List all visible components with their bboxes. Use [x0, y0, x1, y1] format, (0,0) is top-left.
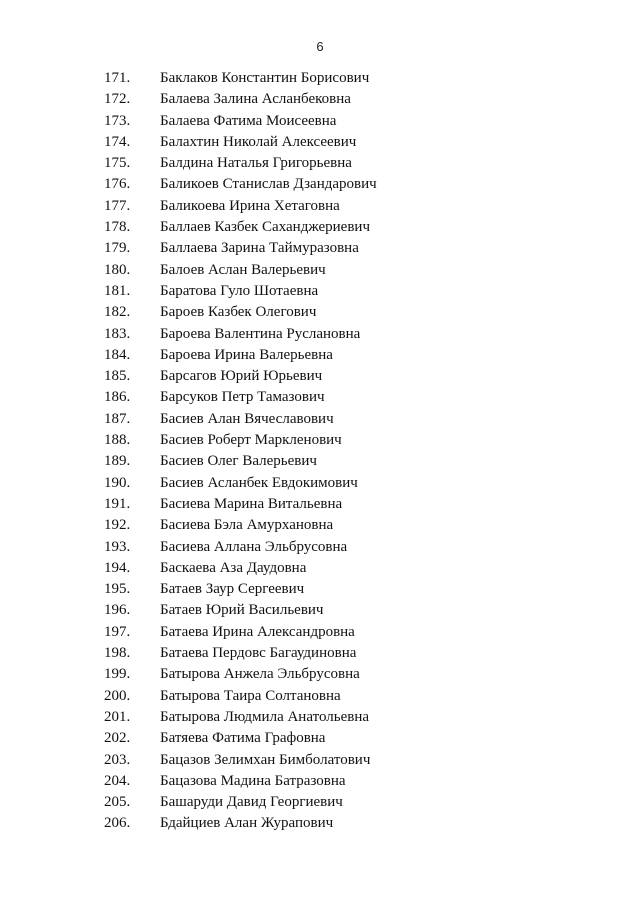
list-item	[0, 451, 640, 472]
list-item-name: Басиев Роберт Маркленович	[160, 432, 342, 449]
list-item	[0, 664, 640, 685]
list-item-name: Батаева Ирина Александровна	[160, 623, 355, 640]
list-item	[0, 579, 640, 600]
list-item	[0, 89, 640, 110]
list-item	[0, 771, 640, 792]
list-item-number: 171.	[104, 70, 131, 86]
list-item-number: 200.	[104, 687, 131, 704]
list-item-name: Бацазов Зелимхан Бимболатович	[160, 751, 371, 768]
list-item	[0, 622, 640, 643]
list-item-name: Басиева Аллана Эльбрусовна	[160, 538, 348, 555]
list-item-number: 181.	[104, 282, 131, 299]
list-item-name: Барсагов Юрий Юрьевич	[160, 368, 323, 385]
list-item	[0, 387, 640, 408]
list-item-number: 187.	[104, 410, 131, 427]
list-item-name: Баратова Гуло Шотаевна	[160, 282, 319, 299]
list-item-number: 199.	[104, 666, 131, 683]
list-item	[0, 750, 640, 771]
list-item	[0, 515, 640, 536]
list-item-number: 198.	[104, 645, 131, 662]
list-item-name: Барсуков Петр Тамазович	[160, 389, 325, 406]
list-item-number: 189.	[104, 453, 131, 470]
list-item-name: Балдина Наталья Григорьевна	[160, 155, 352, 172]
list-item-name: Бдайциев Алан Журапович	[160, 815, 334, 832]
list-item-name: Балахтин Николай Алексеевич	[160, 133, 357, 150]
list-item-number: 206.	[104, 815, 131, 832]
list-item	[0, 473, 640, 494]
list-item-number: 195.	[104, 581, 131, 598]
list-item-name: Баскаева Аза Даудовна	[160, 559, 307, 576]
list-item	[0, 366, 640, 387]
list-item-number: 202.	[104, 730, 131, 747]
list-item-name: Басиева Марина Витальевна	[160, 495, 343, 512]
list-item-number: 205.	[104, 794, 131, 811]
list-item-name: Батырова Таира Солтановна	[160, 687, 341, 704]
list-item-number: 176.	[104, 176, 131, 193]
list-item	[0, 153, 640, 174]
list-item-number: 201.	[104, 708, 131, 725]
list-item-name: Баликоев Станислав Дзандарович	[160, 176, 377, 193]
list-item-name: Балоев Аслан Валерьевич	[160, 261, 326, 278]
list-item-number: 179.	[104, 240, 131, 257]
list-item	[0, 813, 640, 834]
list-item	[0, 430, 640, 451]
list-item	[0, 643, 640, 664]
list-item-name: Баклаков Константин Борисович	[160, 70, 370, 86]
name-list	[0, 68, 640, 835]
list-item-number: 191.	[104, 495, 131, 512]
list-item-name: Басиев Асланбек Евдокимович	[160, 474, 358, 491]
list-item-name: Баллаева Зарина Таймуразовна	[160, 240, 359, 257]
list-item	[0, 494, 640, 515]
list-item	[0, 68, 640, 89]
list-item-number: 172.	[104, 91, 131, 108]
list-item-number: 184.	[104, 346, 131, 363]
list-item-name: Батаева Пердовс Багаудиновна	[160, 645, 357, 662]
list-item-number: 177.	[104, 197, 131, 214]
list-item	[0, 792, 640, 813]
list-item-number: 194.	[104, 559, 131, 576]
list-item-name: Батырова Анжела Эльбрусовна	[160, 666, 360, 683]
list-item-number: 186.	[104, 389, 131, 406]
list-item	[0, 345, 640, 366]
list-item-number: 204.	[104, 772, 131, 789]
list-item-number: 182.	[104, 304, 131, 321]
list-item-number: 173.	[104, 112, 131, 129]
list-item	[0, 111, 640, 132]
list-item-name: Баллаев Казбек Саханджериевич	[160, 219, 370, 236]
list-item	[0, 686, 640, 707]
list-item	[0, 132, 640, 153]
list-item-number: 183.	[104, 325, 131, 342]
list-item-number: 185.	[104, 368, 131, 385]
list-item-name: Батяева Фатима Графовна	[160, 730, 326, 747]
list-item-name: Батырова Людмила Анатольевна	[160, 708, 370, 725]
list-item-number: 175.	[104, 155, 131, 172]
list-item-number: 174.	[104, 133, 131, 150]
page-number: 6	[316, 39, 324, 54]
list-item-name: Башаруди Давид Георгиевич	[160, 794, 343, 811]
list-item	[0, 217, 640, 238]
list-item	[0, 238, 640, 259]
list-item-number: 188.	[104, 432, 131, 449]
list-item-number: 180.	[104, 261, 131, 278]
list-item-name: Бацазова Мадина Батразовна	[160, 772, 346, 789]
list-item-name: Батаев Заур Сергеевич	[160, 581, 305, 598]
list-item	[0, 302, 640, 323]
list-item-name: Балаева Залина Асланбековна	[160, 91, 351, 108]
list-item	[0, 600, 640, 621]
list-item	[0, 260, 640, 281]
list-item	[0, 409, 640, 430]
list-item-name: Бароева Ирина Валерьевна	[160, 346, 333, 363]
list-item	[0, 558, 640, 579]
list-item	[0, 537, 640, 558]
list-item-name: Баликоева Ирина Хетаговна	[160, 197, 340, 214]
list-item-name: Бароева Валентина Руслановна	[160, 325, 361, 342]
list-item-number: 192.	[104, 517, 131, 534]
list-item	[0, 324, 640, 345]
list-item	[0, 196, 640, 217]
list-item-name: Басиева Бэла Амурхановна	[160, 517, 334, 534]
list-item-number: 178.	[104, 219, 131, 236]
list-item-name: Бароев Казбек Олегович	[160, 304, 317, 321]
list-item	[0, 174, 640, 195]
list-item-name: Балаева Фатима Моисеевна	[160, 112, 337, 129]
list-item	[0, 281, 640, 302]
list-item	[0, 728, 640, 749]
list-item-number: 203.	[104, 751, 131, 768]
list-item-number: 197.	[104, 623, 131, 640]
list-item-number: 193.	[104, 538, 131, 555]
list-item-number: 196.	[104, 602, 131, 619]
list-item-number: 190.	[104, 474, 131, 491]
list-item-name: Басиев Олег Валерьевич	[160, 453, 317, 470]
list-item-name: Батаев Юрий Васильевич	[160, 602, 324, 619]
list-item	[0, 707, 640, 728]
list-item-name: Басиев Алан Вячеславович	[160, 410, 334, 427]
